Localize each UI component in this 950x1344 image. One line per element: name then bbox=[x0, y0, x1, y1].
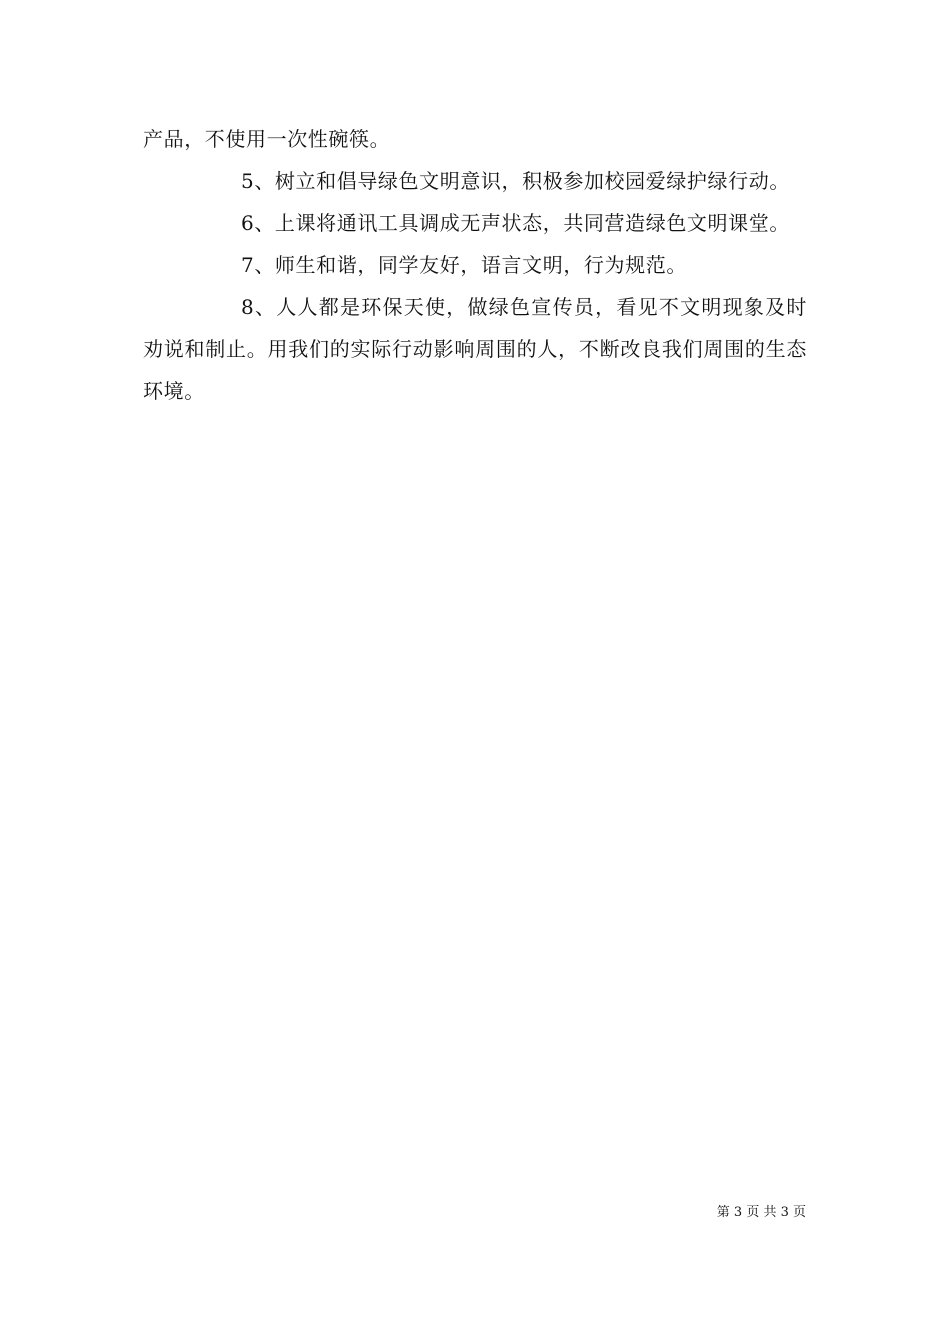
document-body bbox=[143, 118, 807, 412]
paragraph-item-6: 6、上课将通讯工具调成无声状态，共同营造绿色文明课堂。 bbox=[241, 211, 790, 235]
paragraph-item-5: 5、树立和倡导绿色文明意识，积极参加校园爱绿护绿行动。 bbox=[241, 169, 790, 193]
paragraph-item-8: 8、人人都是环保天使，做绿色宣传员，看见不文明现象及时劝说和制止。用我们的实际行动影响周围的人，不断改良我们周围的生态环境。 bbox=[143, 295, 807, 403]
paragraph-item-7: 7、师生和谐，同学友好，语言文明，行为规范。 bbox=[241, 253, 687, 277]
page-number-footer: 第 3 页 共 3 页 bbox=[716, 1205, 806, 1220]
paragraph-continuation: 产品，不使用一次性碗筷。 bbox=[143, 127, 391, 151]
